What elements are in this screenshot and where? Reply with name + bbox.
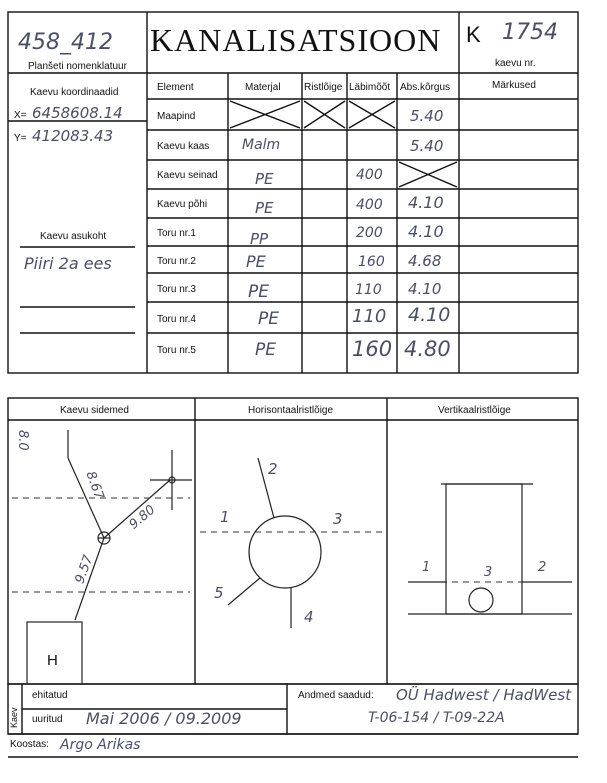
tie-distance: 9.80 <box>126 502 159 533</box>
row-material: PE <box>258 309 279 329</box>
surveyed-value: Mai 2006 / 09.2009 <box>86 709 242 728</box>
row-diameter: 400 <box>356 197 383 213</box>
data-source-label: Andmed saadud: <box>298 690 374 701</box>
row-element: Toru nr.2 <box>157 256 196 267</box>
pipe-number: 5 <box>214 584 224 602</box>
row-element: Toru nr.1 <box>157 228 196 239</box>
row-material: PP <box>250 230 269 248</box>
row-diameter: 200 <box>356 225 383 241</box>
form-title: KANALISATSIOON <box>150 22 442 58</box>
row-abs: 4.10 <box>408 193 444 212</box>
pipe-number: 1 <box>422 560 431 575</box>
surveyed-label: uuritud <box>32 714 63 725</box>
x-coordinate: 6458608.14 <box>32 104 123 122</box>
y-prefix: Y= <box>14 133 27 144</box>
well-number-label: kaevu nr. <box>495 58 536 69</box>
row-abs: 4.10 <box>408 304 451 326</box>
row-diameter: 400 <box>356 167 383 183</box>
row-element: Toru nr.4 <box>157 314 196 325</box>
row-element: Kaevu põhi <box>157 199 208 210</box>
row-abs: 4.68 <box>408 252 442 270</box>
row-diameter: 160 <box>352 337 393 361</box>
row-material: PE <box>255 199 274 217</box>
data-source-codes: T-06-154 / T-09-22A <box>368 710 505 726</box>
plansheet-label: Planšeti nomenklatuur <box>28 61 127 72</box>
location-value: Piiri 2a ees <box>24 254 112 273</box>
row-material: PE <box>255 340 276 360</box>
pipe-number: 2 <box>268 460 278 478</box>
x-prefix: X= <box>14 110 27 121</box>
row-element: Toru nr.3 <box>157 284 196 295</box>
col-cross-section: Ristlõige <box>304 82 343 93</box>
pipe-number: 4 <box>304 608 314 626</box>
row-abs: 5.40 <box>410 137 444 155</box>
vertical-label: Vertikaalristlõige <box>438 405 511 416</box>
coordinates-label: Kaevu koordinaadid <box>30 87 119 98</box>
col-diameter: Läbimõõt <box>349 82 391 93</box>
row-diameter: 110 <box>352 306 387 327</box>
row-element: Toru nr.5 <box>157 345 196 356</box>
row-material: PE <box>248 282 269 302</box>
location-label: Kaevu asukoht <box>40 231 107 242</box>
row-diameter: 110 <box>355 282 382 298</box>
row-abs: 5.40 <box>410 107 444 125</box>
col-material: Materjal <box>245 82 281 93</box>
compiled-label: Koostas: <box>10 739 49 750</box>
row-material: PE <box>255 170 274 188</box>
row-abs: 4.10 <box>408 280 442 298</box>
row-element: Maapind <box>157 111 196 122</box>
data-source-value: OÜ Hadwest / HadWest <box>396 686 572 704</box>
col-notes: Märkused <box>492 80 536 91</box>
pipe-number: 3 <box>333 510 343 528</box>
horizontal-label: Horisontaalristlõige <box>248 405 334 416</box>
row-material: PE <box>246 252 266 271</box>
built-label: ehitatud <box>32 690 68 701</box>
kaev-label: Kaev <box>9 707 19 728</box>
row-diameter: 160 <box>358 254 385 270</box>
row-abs: 4.80 <box>404 337 451 361</box>
ties-label: Kaevu sidemed <box>60 405 129 416</box>
tie-distance: 8.0 <box>15 430 30 451</box>
pipe-number: 2 <box>538 560 547 575</box>
pipe-number: 3 <box>484 565 493 580</box>
tie-distance: 8.67 <box>82 469 107 502</box>
col-element: Element <box>157 82 194 93</box>
well-number: 1754 <box>502 20 558 45</box>
k-letter: K <box>466 22 481 47</box>
row-material: Malm <box>242 137 281 153</box>
row-element: Kaevu kaas <box>157 141 210 152</box>
compiled-value: Argo Arikas <box>60 737 141 753</box>
row-abs: 4.10 <box>408 222 444 241</box>
row-element: Kaevu seinad <box>157 170 218 181</box>
building-letter: H <box>47 652 58 669</box>
tie-distance: 9.57 <box>72 553 97 586</box>
pipe-number: 1 <box>220 508 230 526</box>
y-coordinate: 412083.43 <box>32 127 114 145</box>
col-abs-height: Abs.kõrgus <box>400 82 451 93</box>
plansheet-number: 458_412 <box>18 30 113 55</box>
